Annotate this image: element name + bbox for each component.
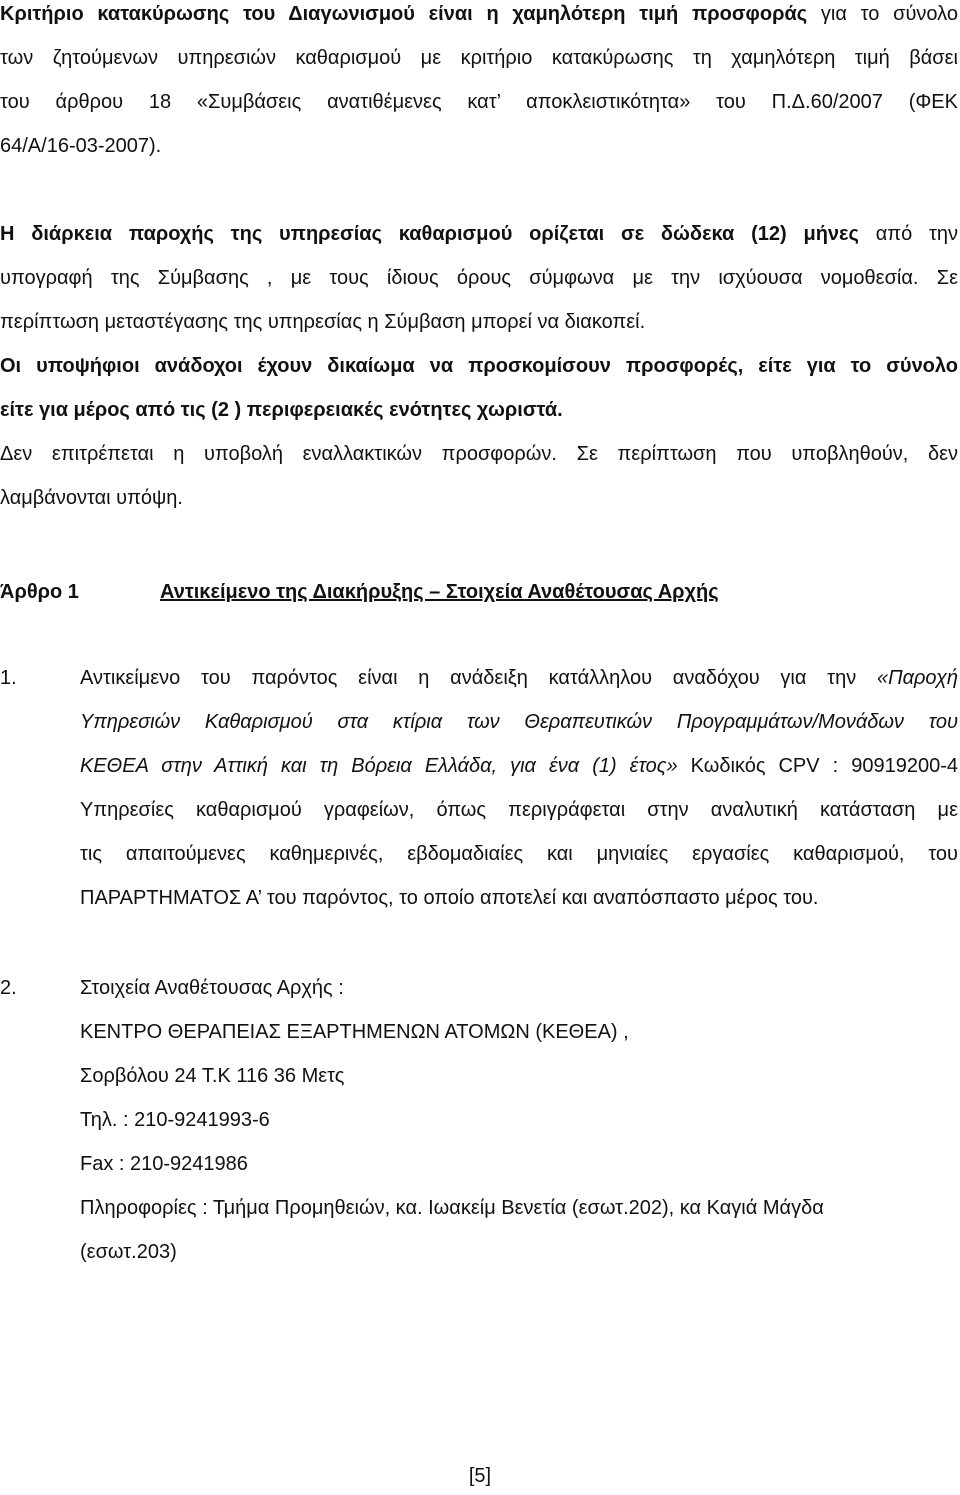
text-line: 64/Α/16-03-2007).	[0, 135, 162, 157]
text-run: για το σύνολο	[807, 3, 958, 25]
text-line: είτε για μέρος από τις (2 ) περιφερειακές ενότητες χωριστά.	[0, 399, 563, 421]
text-line: λαμβάνονται υπόψη.	[0, 487, 183, 509]
info-contacts: Πληροφορίες : Τμήμα Προμηθειών, κα. Ιωακείμ Βενετία (εσωτ.202), κα Καγιά Μάγδα	[80, 1197, 824, 1219]
text-line: Δεν επιτρέπεται η υποβολή εναλλακτικών προσφορών. Σε περίπτωση που υποβληθούν, δεν	[0, 443, 958, 465]
info-contacts-ext: (εσωτ.203)	[80, 1241, 177, 1263]
page-number: [5]	[468, 1465, 492, 1487]
text-line	[80, 744, 958, 788]
phone: Τηλ. : 210-9241993-6	[80, 1109, 270, 1131]
item-body	[80, 656, 958, 920]
bids-paragraph	[0, 344, 958, 432]
duration-paragraph	[0, 212, 958, 344]
text-line: Υπηρεσίες καθαρισμού γραφείων, όπως περιγράφεται στην αναλυτική κατάσταση με	[80, 799, 958, 821]
text-line: ΠΑΡΑΡΤΗΜΑΤΟΣ Α’ του παρόντος, το οποίο αποτελεί και αναπόσπαστο μέρος του.	[80, 887, 819, 909]
contracting-authority-heading: Στοιχεία Αναθέτουσας Αρχής :	[80, 977, 344, 999]
italic-run: Υπηρεσιών Καθαρισμού στα κτίρια των Θεραπευτικών Προγραμμάτων/Μονάδων του	[80, 711, 958, 733]
article-title: Αντικείμενο της Διακήρυξης – Στοιχεία Αναθέτουσας Αρχής	[160, 581, 719, 603]
award-criterion-paragraph	[0, 0, 958, 168]
item-number: 2.	[0, 977, 17, 999]
address: Σορβόλου 24 Τ.Κ 116 36 Μετς	[80, 1065, 345, 1087]
text-run: Αντικείμενο του παρόντος είναι η ανάδειξη κατάλληλου αναδόχου για την	[80, 667, 877, 689]
text-line: του άρθρου 18 «Συμβάσεις ανατιθέμενες κατ’ αποκλειστικότητα» του Π.Δ.60/2007 (ΦΕΚ	[0, 91, 958, 113]
article-label: Άρθρο 1	[0, 581, 79, 603]
article-heading	[0, 570, 958, 614]
text-line: υπογραφή της Σύμβασης , με τους ίδιους όρους σύμφωνα με την ισχύουσα νομοθεσία. Σε	[0, 267, 958, 289]
text-line: τις απαιτούμενες καθημερινές, εβδομαδιαίες και μηνιαίες εργασίες καθαρισμού, του	[80, 843, 958, 865]
award-criterion-bold: Κριτήριο κατακύρωσης του Διαγωνισμού είναι η χαμηλότερη τιμή προσφοράς	[0, 3, 808, 25]
text-line: Οι υποψήφιοι ανάδοχοι έχουν δικαίωμα να προσκομίσουν προσφορές, είτε για το σύνολο	[0, 355, 958, 377]
text-line: των ζητούμενων υπηρεσιών καθαρισμού με κριτήριο κατακύρωσης τη χαμηλότερη τιμή βάσει	[0, 47, 958, 69]
text-line	[0, 0, 958, 36]
italic-run: ΚΕΘΕΑ στην Αττική και τη Βόρεια Ελλάδα, για ένα (1) έτος»	[80, 755, 678, 777]
duration-bold: Η διάρκεια παροχής της υπηρεσίας καθαρισμού ορίζεται σε δώδεκα (12) μήνες	[0, 223, 859, 245]
text-line	[0, 212, 958, 256]
alternative-offers-paragraph	[0, 432, 958, 520]
text-run: από την	[858, 223, 959, 245]
fax: Fax : 210-9241986	[80, 1153, 248, 1175]
text-line	[80, 700, 958, 744]
text-run: Κωδικός CPV : 90919200-4	[677, 755, 958, 777]
item-body	[80, 966, 958, 1274]
text-line: περίπτωση μεταστέγασης της υπηρεσίας η Σύμβαση μπορεί να διακοπεί.	[0, 311, 646, 333]
organization-name: ΚΕΝΤΡΟ ΘΕΡΑΠΕΙΑΣ ΕΞΑΡΤΗΜΕΝΩΝ ΑΤΟΜΩΝ (ΚΕΘΕΑ) ,	[80, 1021, 629, 1043]
italic-run: «Παροχή	[876, 667, 958, 689]
item-number: 1.	[0, 667, 17, 689]
text-line	[80, 656, 958, 700]
